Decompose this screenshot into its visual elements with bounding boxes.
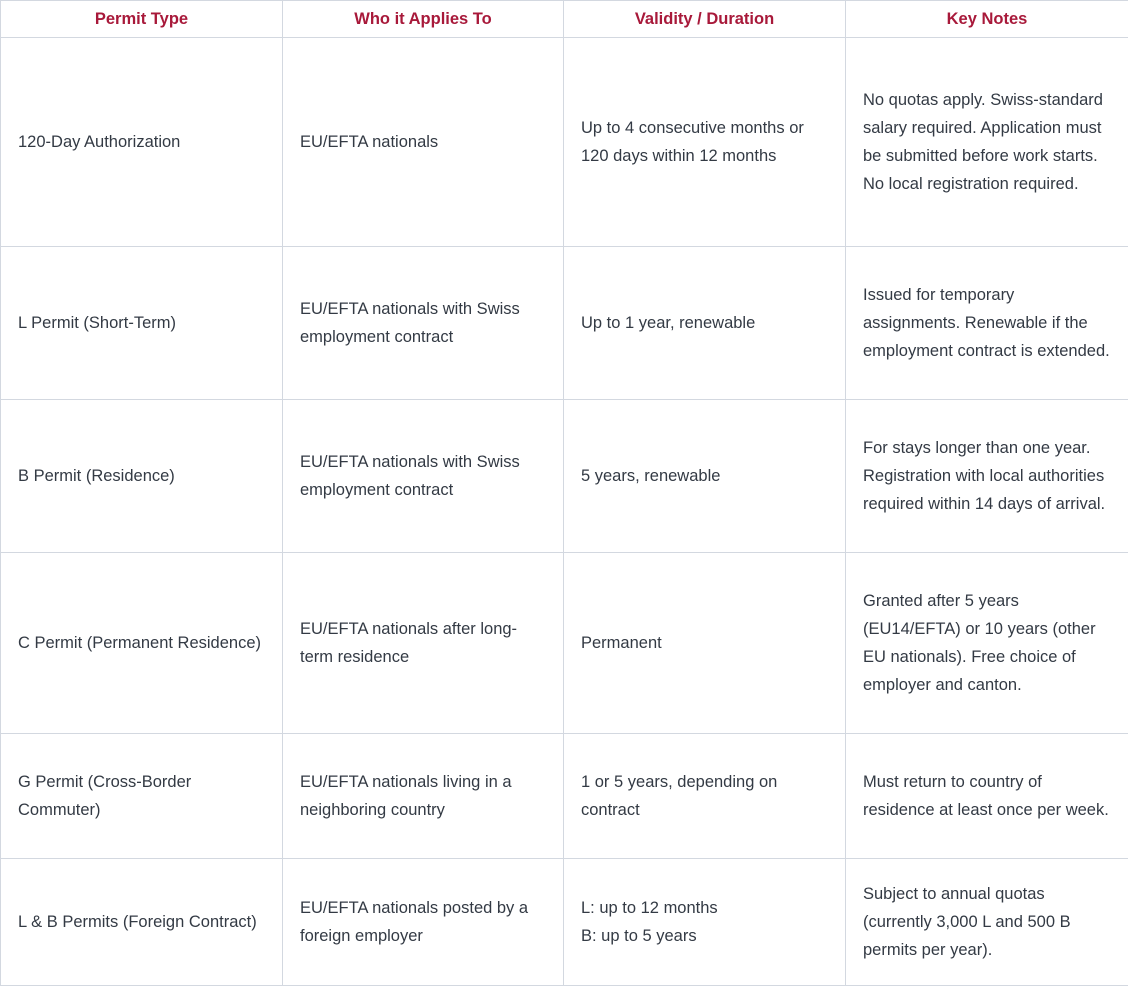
cell-permit-type: C Permit (Permanent Residence)	[1, 553, 283, 734]
table-header	[1, 1, 1128, 38]
cell-key-notes: Granted after 5 years (EU14/EFTA) or 10 years (other EU nationals). Free choice of employer and canton.	[846, 553, 1128, 734]
table-row	[1, 400, 1128, 553]
cell-key-notes: Subject to annual quotas (currently 3,000 L and 500 B permits per year).	[846, 859, 1128, 986]
cell-permit-type: B Permit (Residence)	[1, 400, 283, 553]
table-row	[1, 247, 1128, 400]
cell-permit-type: 120-Day Authorization	[1, 38, 283, 247]
cell-validity: 1 or 5 years, depending on contract	[564, 734, 846, 859]
header-validity: Validity / Duration	[564, 1, 846, 38]
cell-applies-to: EU/EFTA nationals after long-term residence	[283, 553, 564, 734]
cell-key-notes: For stays longer than one year. Registration with local authorities required within 14 days of arrival.	[846, 400, 1128, 553]
header-row	[1, 1, 1128, 38]
cell-permit-type: L & B Permits (Foreign Contract)	[1, 859, 283, 986]
cell-key-notes: No quotas apply. Swiss-standard salary required. Application must be submitted before work starts. No local registration required.	[846, 38, 1128, 247]
cell-applies-to: EU/EFTA nationals with Swiss employment contract	[283, 247, 564, 400]
table-row	[1, 553, 1128, 734]
cell-validity: Up to 4 consecutive months or 120 days within 12 months	[564, 38, 846, 247]
validity-line-l: L: up to 12 months	[581, 894, 829, 922]
cell-permit-type: L Permit (Short-Term)	[1, 247, 283, 400]
header-permit-type: Permit Type	[1, 1, 283, 38]
cell-applies-to: EU/EFTA nationals with Swiss employment contract	[283, 400, 564, 553]
cell-permit-type: G Permit (Cross-Border Commuter)	[1, 734, 283, 859]
cell-applies-to: EU/EFTA nationals	[283, 38, 564, 247]
header-key-notes: Key Notes	[846, 1, 1128, 38]
cell-key-notes: Must return to country of residence at least once per week.	[846, 734, 1128, 859]
cell-validity: Permanent	[564, 553, 846, 734]
table-row	[1, 859, 1128, 986]
table-row	[1, 38, 1128, 247]
table-body	[1, 38, 1128, 986]
validity-line-b: B: up to 5 years	[581, 922, 829, 950]
table-row	[1, 734, 1128, 859]
cell-applies-to: EU/EFTA nationals posted by a foreign employer	[283, 859, 564, 986]
header-applies-to: Who it Applies To	[283, 1, 564, 38]
cell-validity: 5 years, renewable	[564, 400, 846, 553]
cell-validity: Up to 1 year, renewable	[564, 247, 846, 400]
cell-applies-to: EU/EFTA nationals living in a neighboring country	[283, 734, 564, 859]
cell-validity	[564, 859, 846, 986]
cell-key-notes: Issued for temporary assignments. Renewable if the employment contract is extended.	[846, 247, 1128, 400]
